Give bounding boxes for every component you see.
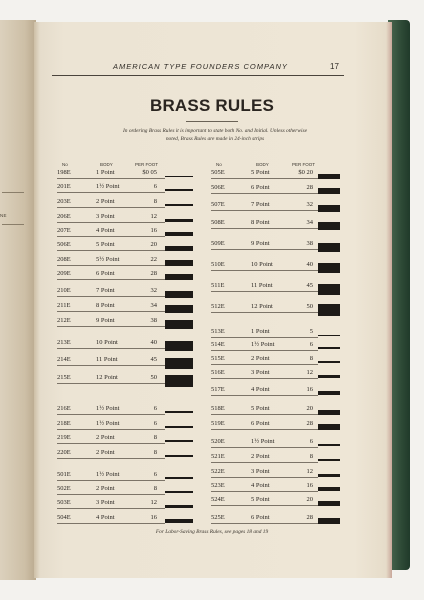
rule-body: 3 Point (251, 468, 270, 475)
row-divider (57, 296, 165, 297)
row-divider (211, 378, 318, 379)
rule-body: 9 Point (251, 240, 270, 247)
row-divider (57, 458, 165, 459)
rule-price: 16 (150, 514, 157, 521)
title-underline (186, 121, 238, 122)
table-row (57, 225, 185, 237)
rule-body: 4 Point (251, 482, 270, 489)
rule-body: 3 Point (96, 499, 115, 506)
rule-number: 198E (57, 169, 71, 176)
row-divider (211, 505, 318, 506)
rule-sample (318, 335, 340, 336)
table-row (211, 451, 339, 463)
rule-sample (318, 424, 340, 430)
rule-body: 4 Point (96, 227, 115, 234)
rule-number: 510E (211, 261, 225, 268)
rule-price: 20 (306, 405, 313, 412)
rule-price: 28 (150, 270, 157, 277)
rule-number: 506E (211, 184, 225, 191)
rule-sample (165, 260, 193, 266)
rule-number: 520E (211, 438, 225, 445)
row-divider (57, 311, 165, 312)
table-row (211, 480, 339, 492)
col-header-no-right: No (216, 162, 222, 167)
rule-number: 518E (211, 405, 225, 412)
rule-body: 3 Point (96, 213, 115, 220)
rule-number: 211E (57, 302, 71, 309)
row-divider (211, 178, 318, 179)
rule-price: 6 (153, 471, 157, 478)
col-header-perfoot-right: PER FOOT (292, 162, 316, 167)
row-divider (211, 523, 318, 524)
row-divider (57, 326, 165, 327)
table-row (57, 403, 185, 415)
footer-note: For Labor-Saving Brass Rules, see pages 18 and 19 (155, 529, 269, 535)
rule-sample (165, 411, 193, 413)
rule-number: 521E (211, 453, 225, 460)
rule-body: 6 Point (251, 420, 270, 427)
rule-sample (318, 444, 340, 446)
table-row (57, 497, 185, 509)
rule-price: 20 (150, 241, 157, 248)
rule-number: 220E (57, 449, 71, 456)
rule-body: 1½ Point (251, 438, 275, 445)
rule-body: 2 Point (96, 485, 115, 492)
rule-sample (318, 518, 340, 524)
rule-body: 11 Point (96, 356, 118, 363)
rule-body: 3 Point (251, 369, 270, 376)
rule-body: 1 Point (251, 328, 270, 335)
rule-number: 506E (57, 241, 71, 248)
previous-page-rule (2, 192, 24, 193)
table-row (57, 418, 185, 430)
rule-body: 6 Point (96, 270, 115, 277)
row-divider (57, 236, 165, 237)
table-row (211, 182, 339, 194)
rule-sample (318, 188, 340, 194)
row-divider (57, 265, 165, 266)
table-row (211, 436, 339, 448)
table-row (211, 280, 339, 292)
rule-sample (165, 232, 193, 236)
row-divider (211, 477, 318, 478)
intro-line: In ordering Brass Rules it is important to state both No. and Initial. Unless otherwise (123, 128, 307, 134)
table-row (57, 211, 185, 223)
rule-sample (318, 243, 340, 252)
rule-body: 5 Point (251, 496, 270, 503)
rule-price: 8 (153, 198, 157, 205)
rule-price: 28 (306, 514, 313, 521)
intro-line: noted, Brass Rules are made in 24-inch strips (165, 136, 265, 142)
rule-number: 208E (57, 256, 71, 263)
row-divider (211, 364, 318, 365)
table-row (57, 372, 185, 384)
table-row (211, 512, 339, 524)
header-rule (52, 75, 344, 76)
row-divider (57, 508, 165, 509)
rule-body: 1½ Point (96, 420, 120, 427)
rule-price: 16 (306, 386, 313, 393)
rule-sample (165, 519, 193, 523)
rule-sample (165, 491, 193, 493)
rule-body: 2 Point (251, 453, 270, 460)
rule-number: 201E (57, 183, 71, 190)
rule-number: 212E (57, 317, 71, 324)
rule-number: 515E (211, 355, 225, 362)
table-row (211, 494, 339, 506)
rule-number: 525E (211, 514, 225, 521)
row-divider (57, 348, 165, 349)
row-divider (211, 395, 318, 396)
table-row (211, 466, 339, 478)
rule-price: 40 (150, 339, 157, 346)
table-row (57, 300, 185, 312)
row-divider (57, 222, 165, 223)
row-divider (211, 312, 318, 313)
row-divider (57, 429, 165, 430)
table-row (211, 384, 339, 396)
rule-price: 38 (306, 240, 313, 247)
rule-body: 12 Point (96, 374, 118, 381)
rule-number: 501E (57, 471, 71, 478)
rule-body: 11 Point (251, 282, 273, 289)
rule-body: 8 Point (251, 219, 270, 226)
rule-sample (318, 304, 340, 316)
col-header-body-right: BODY (256, 162, 269, 167)
rule-sample (318, 487, 340, 491)
table-row (57, 337, 185, 349)
rule-body: 2 Point (96, 434, 115, 441)
rule-number: 218E (57, 420, 71, 427)
rule-body: 1½ Point (96, 471, 120, 478)
rule-number: 214E (57, 356, 71, 363)
rule-sample (318, 361, 340, 363)
rule-price: 6 (153, 420, 157, 427)
rule-sample (165, 477, 193, 479)
rule-body: 1½ Point (96, 405, 120, 412)
rule-sample (165, 375, 193, 387)
rule-body: 10 Point (96, 339, 118, 346)
rule-sample (165, 274, 193, 280)
table-row (211, 167, 339, 179)
rule-body: 4 Point (251, 386, 270, 393)
rule-number: 209E (57, 270, 71, 277)
table-row (211, 199, 339, 211)
row-divider (211, 210, 318, 211)
page-number: 17 (330, 62, 339, 71)
rule-sample (165, 440, 193, 442)
table-row (57, 167, 185, 179)
rule-price: 45 (306, 282, 313, 289)
rule-price: $0 20 (298, 169, 313, 176)
row-divider (211, 270, 318, 271)
rule-sample (165, 358, 193, 369)
rule-body: 4 Point (96, 514, 115, 521)
row-divider (211, 462, 318, 463)
rule-body: 5 Point (96, 241, 115, 248)
rule-price: 8 (153, 434, 157, 441)
rule-price: 50 (150, 374, 157, 381)
row-divider (57, 192, 165, 193)
rule-body: 6 Point (251, 514, 270, 521)
rule-price: 28 (306, 420, 313, 427)
rule-number: 504E (57, 514, 71, 521)
table-row (211, 326, 339, 338)
table-row (211, 418, 339, 430)
table-row (211, 217, 339, 229)
intro-note (70, 127, 360, 143)
rule-body: 2 Point (251, 355, 270, 362)
rule-number: 522E (211, 468, 225, 475)
row-divider (57, 494, 165, 495)
rule-number: 207E (57, 227, 71, 234)
rule-sample (165, 341, 193, 351)
rule-sample (318, 391, 340, 395)
rule-price: 12 (150, 213, 157, 220)
table-row (57, 196, 185, 208)
rule-number: 524E (211, 496, 225, 503)
rule-price: 28 (306, 184, 313, 191)
row-divider (57, 365, 165, 366)
rule-sample (318, 222, 340, 230)
table-row (57, 483, 185, 495)
rule-number: 503E (57, 499, 71, 506)
rule-price: 34 (306, 219, 313, 226)
rule-number: 508E (211, 219, 225, 226)
page-title: BRASS RULES (149, 96, 275, 115)
previous-page-rule (2, 224, 24, 225)
row-divider (57, 207, 165, 208)
rule-price: 16 (306, 482, 313, 489)
rule-number: 523E (211, 482, 225, 489)
rule-price: $0 05 (142, 169, 157, 176)
row-divider (57, 443, 165, 444)
col-header-body-left: BODY (100, 162, 113, 167)
rule-number: 215E (57, 374, 71, 381)
rule-body: 1½ Point (96, 183, 120, 190)
rule-price: 34 (150, 302, 157, 309)
rule-number: 517E (211, 386, 225, 393)
table-row (57, 268, 185, 280)
rule-price: 8 (153, 449, 157, 456)
rule-number: 514E (211, 341, 225, 348)
rule-price: 45 (150, 356, 157, 363)
table-row (57, 469, 185, 481)
row-divider (211, 491, 318, 492)
rule-number: 216E (57, 405, 71, 412)
rule-price: 38 (150, 317, 157, 324)
rule-sample (318, 459, 340, 461)
rule-number: 213E (57, 339, 71, 346)
row-divider (57, 383, 165, 384)
row-divider (57, 178, 165, 179)
rule-body: 7 Point (251, 201, 270, 208)
row-divider (211, 291, 318, 292)
rule-body: 1 Point (96, 169, 115, 176)
rule-price: 5 (309, 328, 313, 335)
table-row (57, 181, 185, 193)
rule-price: 6 (309, 438, 313, 445)
rule-price: 22 (150, 256, 157, 263)
rule-sample (318, 410, 340, 415)
rule-price: 8 (153, 485, 157, 492)
rule-price: 16 (150, 227, 157, 234)
table-row (57, 447, 185, 459)
rule-price: 12 (150, 499, 157, 506)
rule-sample (165, 305, 193, 313)
rule-number: 502E (57, 485, 71, 492)
table-row (57, 512, 185, 524)
rule-body: 1½ Point (251, 341, 275, 348)
rule-price: 8 (309, 355, 313, 362)
rule-price: 6 (153, 183, 157, 190)
rule-price: 6 (153, 405, 157, 412)
rule-sample (318, 205, 340, 212)
rule-sample (318, 174, 340, 179)
rule-body: 5 Point (251, 405, 270, 412)
rule-price: 32 (306, 201, 313, 208)
rule-price: 20 (306, 496, 313, 503)
rule-sample (318, 375, 340, 378)
col-header-perfoot-left: PER FOOT (135, 162, 159, 167)
running-header: AMERICAN TYPE FOUNDERS COMPANY (113, 62, 288, 71)
rule-number: 511E (211, 282, 225, 289)
rule-body: 12 Point (251, 303, 273, 310)
rule-number: 519E (211, 420, 225, 427)
rule-sample (165, 204, 193, 206)
row-divider (211, 193, 318, 194)
rule-body: 10 Point (251, 261, 273, 268)
rule-number: 505E (211, 169, 225, 176)
previous-page-text: NE (0, 213, 7, 218)
table-row (57, 315, 185, 327)
rule-number: 513E (211, 328, 225, 335)
rule-sample (318, 474, 340, 477)
table-row (211, 301, 339, 313)
rule-number: 203E (57, 198, 71, 205)
rule-sample (165, 426, 193, 428)
rule-price: 40 (306, 261, 313, 268)
rule-price: 12 (306, 369, 313, 376)
table-row (57, 354, 185, 366)
rule-number: 512E (211, 303, 225, 310)
rule-body: 8 Point (96, 302, 115, 309)
row-divider (57, 279, 165, 280)
rule-body: 9 Point (96, 317, 115, 324)
row-divider (57, 523, 165, 524)
rule-body: 2 Point (96, 449, 115, 456)
table-row (211, 259, 339, 271)
rule-sample (165, 455, 193, 457)
table-row (57, 254, 185, 266)
rule-number: 210E (57, 287, 71, 294)
row-divider (211, 447, 318, 448)
table-row (57, 285, 185, 297)
row-divider (57, 250, 165, 251)
rule-sample (165, 246, 193, 251)
row-divider (211, 249, 318, 250)
row-divider (211, 429, 318, 430)
rule-price: 6 (309, 341, 313, 348)
row-divider (57, 414, 165, 415)
rule-sample (165, 219, 193, 222)
rule-number: 206E (57, 213, 71, 220)
table-row (57, 239, 185, 251)
rule-number: 516E (211, 369, 225, 376)
table-row (57, 432, 185, 444)
rule-sample (165, 505, 193, 508)
rule-price: 12 (306, 468, 313, 475)
rule-body: 2 Point (96, 198, 115, 205)
rule-price: 32 (150, 287, 157, 294)
rule-body: 5 Point (251, 169, 270, 176)
rule-sample (318, 501, 340, 506)
rule-body: 6 Point (251, 184, 270, 191)
row-divider (211, 350, 318, 351)
rule-sample (318, 347, 340, 349)
rule-price: 8 (309, 453, 313, 460)
rule-number: 219E (57, 434, 71, 441)
rule-sample (165, 291, 193, 298)
rule-body: 5½ Point (96, 256, 120, 263)
rule-price: 50 (306, 303, 313, 310)
rule-sample (318, 284, 340, 295)
table-row (211, 238, 339, 250)
row-divider (57, 480, 165, 481)
row-divider (211, 414, 318, 415)
rule-sample (318, 263, 340, 273)
rule-number: 507E (211, 201, 225, 208)
table-row (211, 339, 339, 351)
rule-body: 7 Point (96, 287, 115, 294)
rule-sample (165, 320, 193, 329)
table-row (211, 403, 339, 415)
table-row (211, 367, 339, 379)
rule-number: 509E (211, 240, 225, 247)
col-header-no-left: No (62, 162, 68, 167)
rule-sample (165, 189, 193, 191)
table-row (211, 353, 339, 365)
rule-sample (165, 176, 193, 177)
row-divider (211, 337, 318, 338)
row-divider (211, 228, 318, 229)
